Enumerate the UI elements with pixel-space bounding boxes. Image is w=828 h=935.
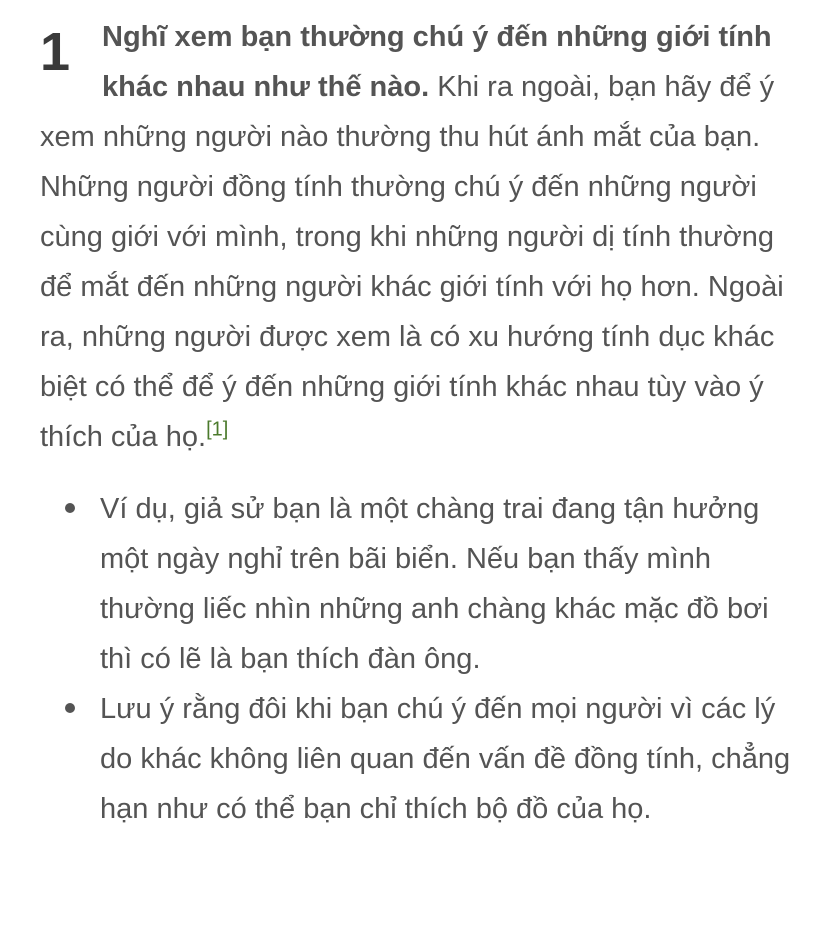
step-title: Nghĩ xem bạn thường chú ý đến những giới tính khác nhau như thế nào. <box>102 21 772 103</box>
step-body: Khi ra ngoài, bạn hãy để ý xem những người nào thường thu hút ánh mắt của bạn. Những người đồng tính thường chú ý đến những người cùng giới với mình, trong khi những người dị tính thường để mắt đến những người khác giới tính với họ hơn. Ngoài ra, những người được xem là có xu hướng tính dục khác biệt có thể để ý đến những giới tính khác nhau tùy vào ý thích của họ. <box>40 71 784 453</box>
article-step <box>40 12 800 834</box>
bullet-text: Lưu ý rằng đôi khi bạn chú ý đến mọi người vì các lý do khác không liên quan đến vấn đề đồng tính, chẳng hạn như có thể bạn chỉ thích bộ đồ của họ. <box>100 693 791 825</box>
step-number: 1 <box>40 22 71 82</box>
list-item <box>40 484 800 684</box>
step-paragraph <box>40 12 800 462</box>
bullet-dot-icon <box>65 503 75 513</box>
reference-link[interactable]: [1] <box>206 418 229 441</box>
list-item <box>40 684 800 834</box>
step-bullet-list <box>40 484 800 834</box>
bullet-text: Ví dụ, giả sử bạn là một chàng trai đang tận hưởng một ngày nghỉ trên bãi biển. Nếu bạn thấy mình thường liếc nhìn những anh chàng khác mặc đồ bơi thì có lẽ là bạn thích đàn ông. <box>100 493 769 675</box>
bullet-dot-icon <box>65 703 75 713</box>
